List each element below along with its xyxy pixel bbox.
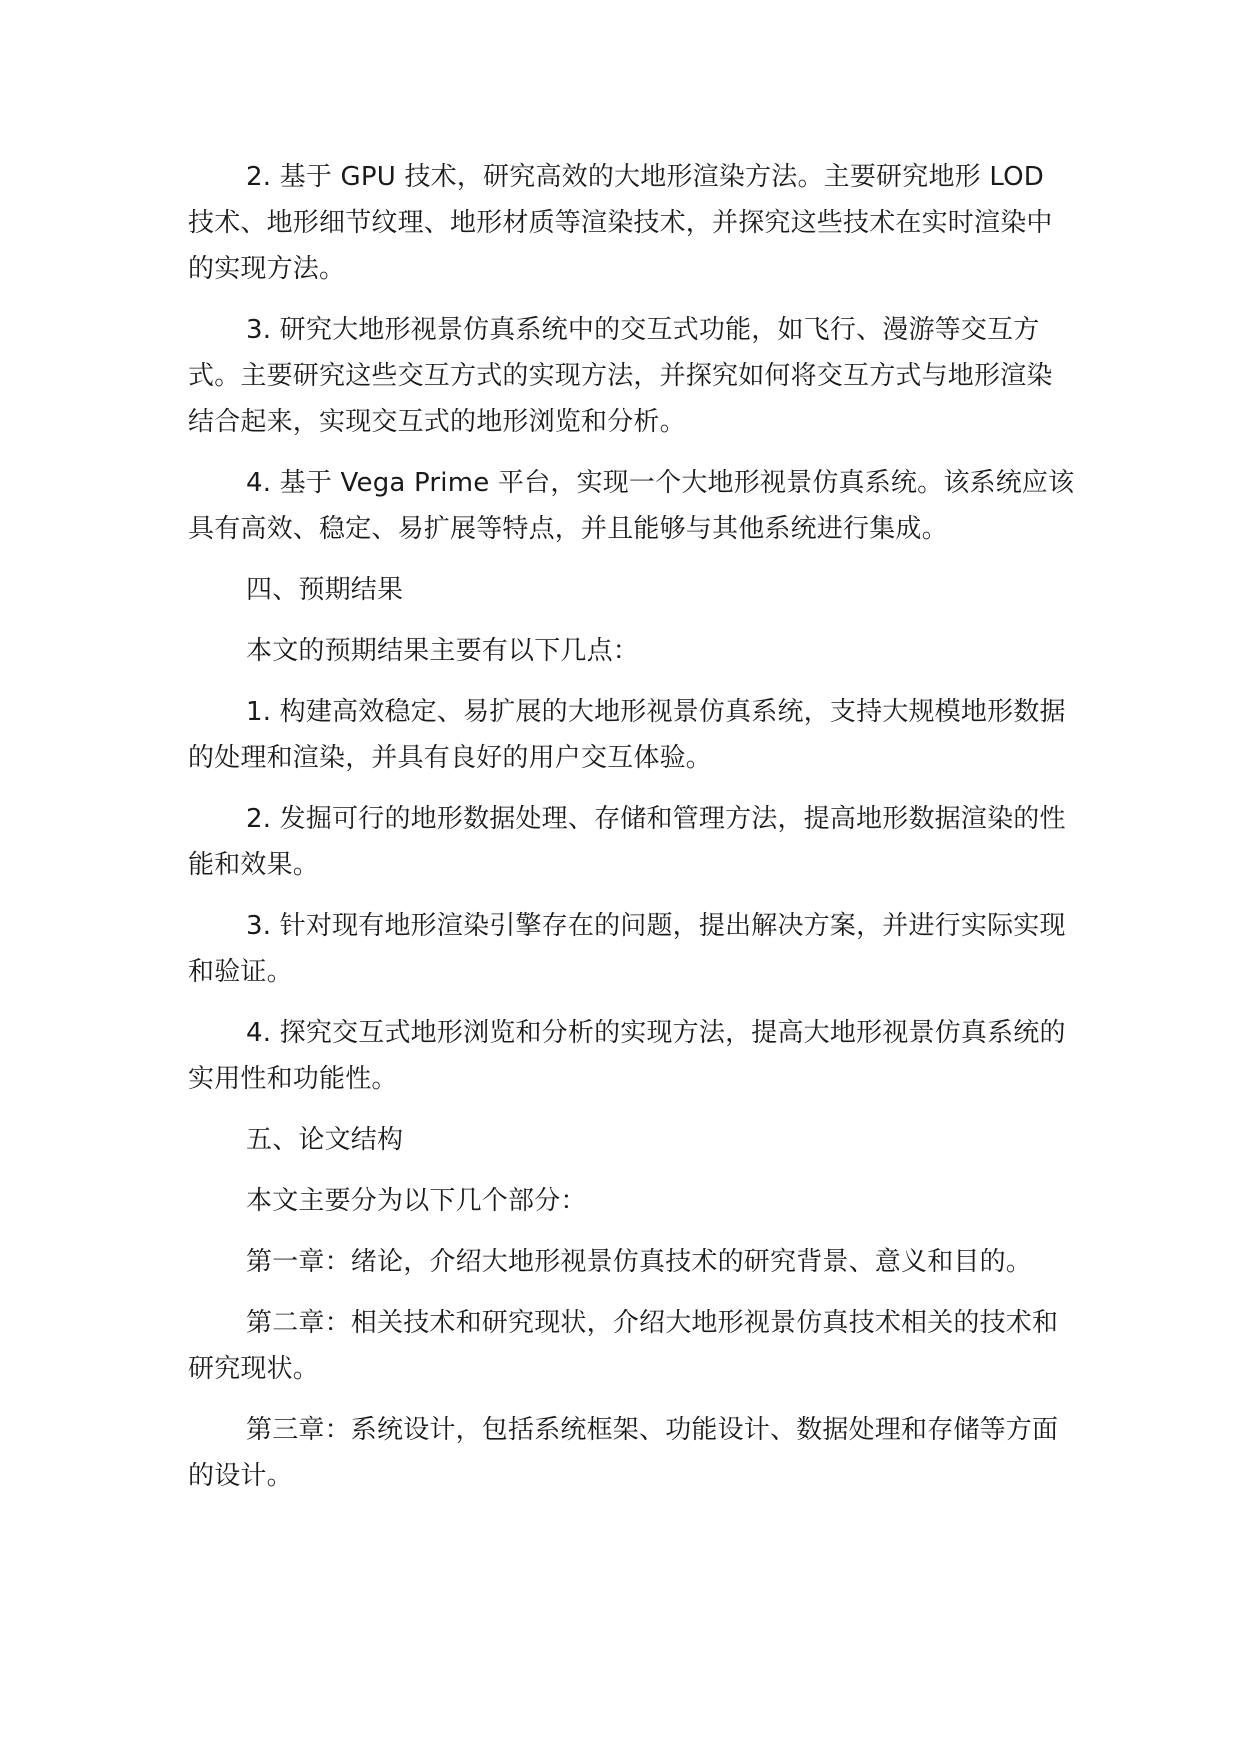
paragraph-chapter-2: 第二章：相关技术和研究现状，介绍大地形视景仿真技术相关的技术和研究现状。 [188,1308,1059,1384]
paragraph-chapter-1: 第一章：绪论，介绍大地形视景仿真技术的研究背景、意义和目的。 [246,1247,1033,1277]
paragraph-interactive-functions: 3. 研究大地形视景仿真系统中的交互式功能，如飞行、漫游等交互方式。主要研究这些交互方式的实现方法，并探究如何将交互方式与地形渲染结合起来，实现交互式的地形浏览和分析。 [188,315,1053,437]
section-heading-thesis-structure: 五、论文结构 [246,1125,404,1155]
paragraph-result-1: 1. 构建高效稳定、易扩展的大地形视景仿真系统，支持大规模地形数据的处理和渲染，并具有良好的用户交互体验。 [188,697,1066,773]
paragraph-result-2: 2. 发掘可行的地形数据处理、存储和管理方法，提高地形数据渲染的性能和效果。 [188,804,1066,880]
section-heading-expected-results: 四、预期结果 [246,575,404,605]
paragraph-expected-results-intro: 本文的预期结果主要有以下几点： [246,636,640,666]
paragraph-structure-intro: 本文主要分为以下几个部分： [246,1186,587,1216]
paragraph-gpu-rendering: 2. 基于 GPU 技术，研究高效的大地形渲染方法。主要研究地形 LOD 技术、地形细节纹理、地形材质等渲染技术，并探究这些技术在实时渲染中的实现方法。 [188,162,1053,284]
paragraph-chapter-3: 第三章：系统设计，包括系统框架、功能设计、数据处理和存储等方面的设计。 [188,1415,1059,1491]
document-body [188,154,1078,1514]
paragraph-result-4: 4. 探究交互式地形浏览和分析的实现方法，提高大地形视景仿真系统的实用性和功能性。 [188,1018,1066,1094]
paragraph-vega-prime-system: 4. 基于 Vega Prime 平台，实现一个大地形视景仿真系统。该系统应该具有高效、稳定、易扩展等特点，并且能够与其他系统进行集成。 [188,468,1075,544]
paragraph-result-3: 3. 针对现有地形渲染引擎存在的问题，提出解决方案，并进行实际实现和验证。 [188,911,1066,987]
